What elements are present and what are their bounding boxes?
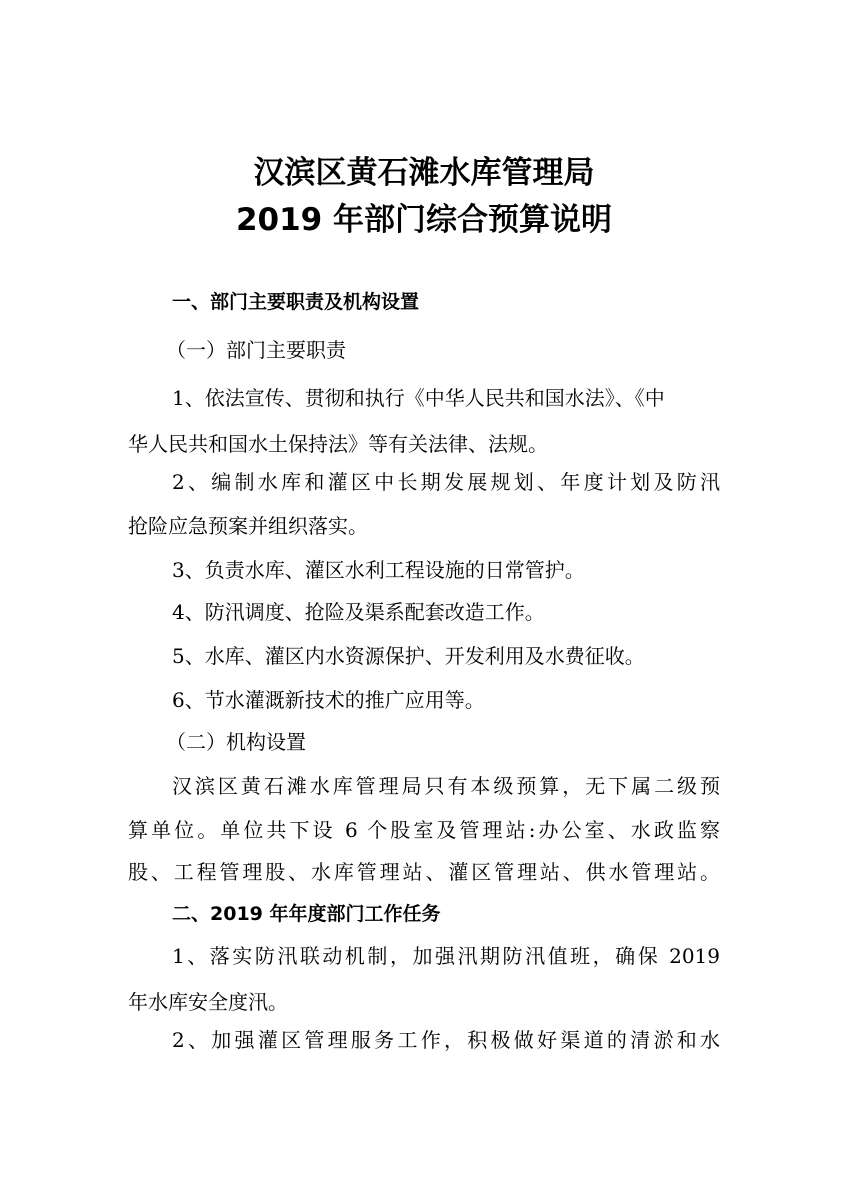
duty-1-line-1: 1、依法宣传、贯彻和执行《中华人民共和国水法》、《中 <box>172 386 665 410</box>
document-title-line-1: 汉滨区黄石滩水库管理局 <box>253 155 595 191</box>
duty-6: 6、节水灌溉新技术的推广应用等。 <box>172 688 485 712</box>
document-title-line-2: 2019 年部门综合预算说明 <box>235 202 613 238</box>
duty-2-line-2: 抢险应急预案并组织落实。 <box>128 514 368 538</box>
section-1-subheading-duties: （一）部门主要职责 <box>166 338 346 362</box>
section-1-subheading-org: （二）机构设置 <box>166 730 306 754</box>
duty-5: 5、水库、灌区内水资源保护、开发利用及水费征收。 <box>172 644 645 668</box>
org-line-1: 汉滨区黄石滩水库管理局只有本级预算，无下属二级预 <box>172 774 720 798</box>
section-2-heading: 二、2019 年年度部门工作任务 <box>172 903 441 925</box>
duty-4: 4、防汛调度、抢险及渠系配套改造工作。 <box>172 600 545 624</box>
duty-1-line-2: 华人民共和国水土保持法》等有关法律、法规。 <box>128 432 548 456</box>
duty-2-line-1: 2、编制水库和灌区中长期发展规划、年度计划及防汛 <box>172 470 720 494</box>
org-line-2: 算单位。单位共下设 6 个股室及管理站:办公室、水政监察 <box>128 818 720 842</box>
task-2-line-1: 2、加强灌区管理服务工作，积极做好渠道的清淤和水 <box>172 1028 720 1052</box>
org-line-3: 股、工程管理股、水库管理站、灌区管理站、供水管理站。 <box>128 860 720 884</box>
task-1-line-2: 年水库安全度汛。 <box>128 990 288 1014</box>
task-1-line-1: 1、落实防汛联动机制，加强汛期防汛值班，确保 2019 <box>172 944 720 968</box>
duty-3: 3、负责水库、灌区水利工程设施的日常管护。 <box>172 558 585 582</box>
section-1-heading: 一、部门主要职责及机构设置 <box>172 291 420 313</box>
